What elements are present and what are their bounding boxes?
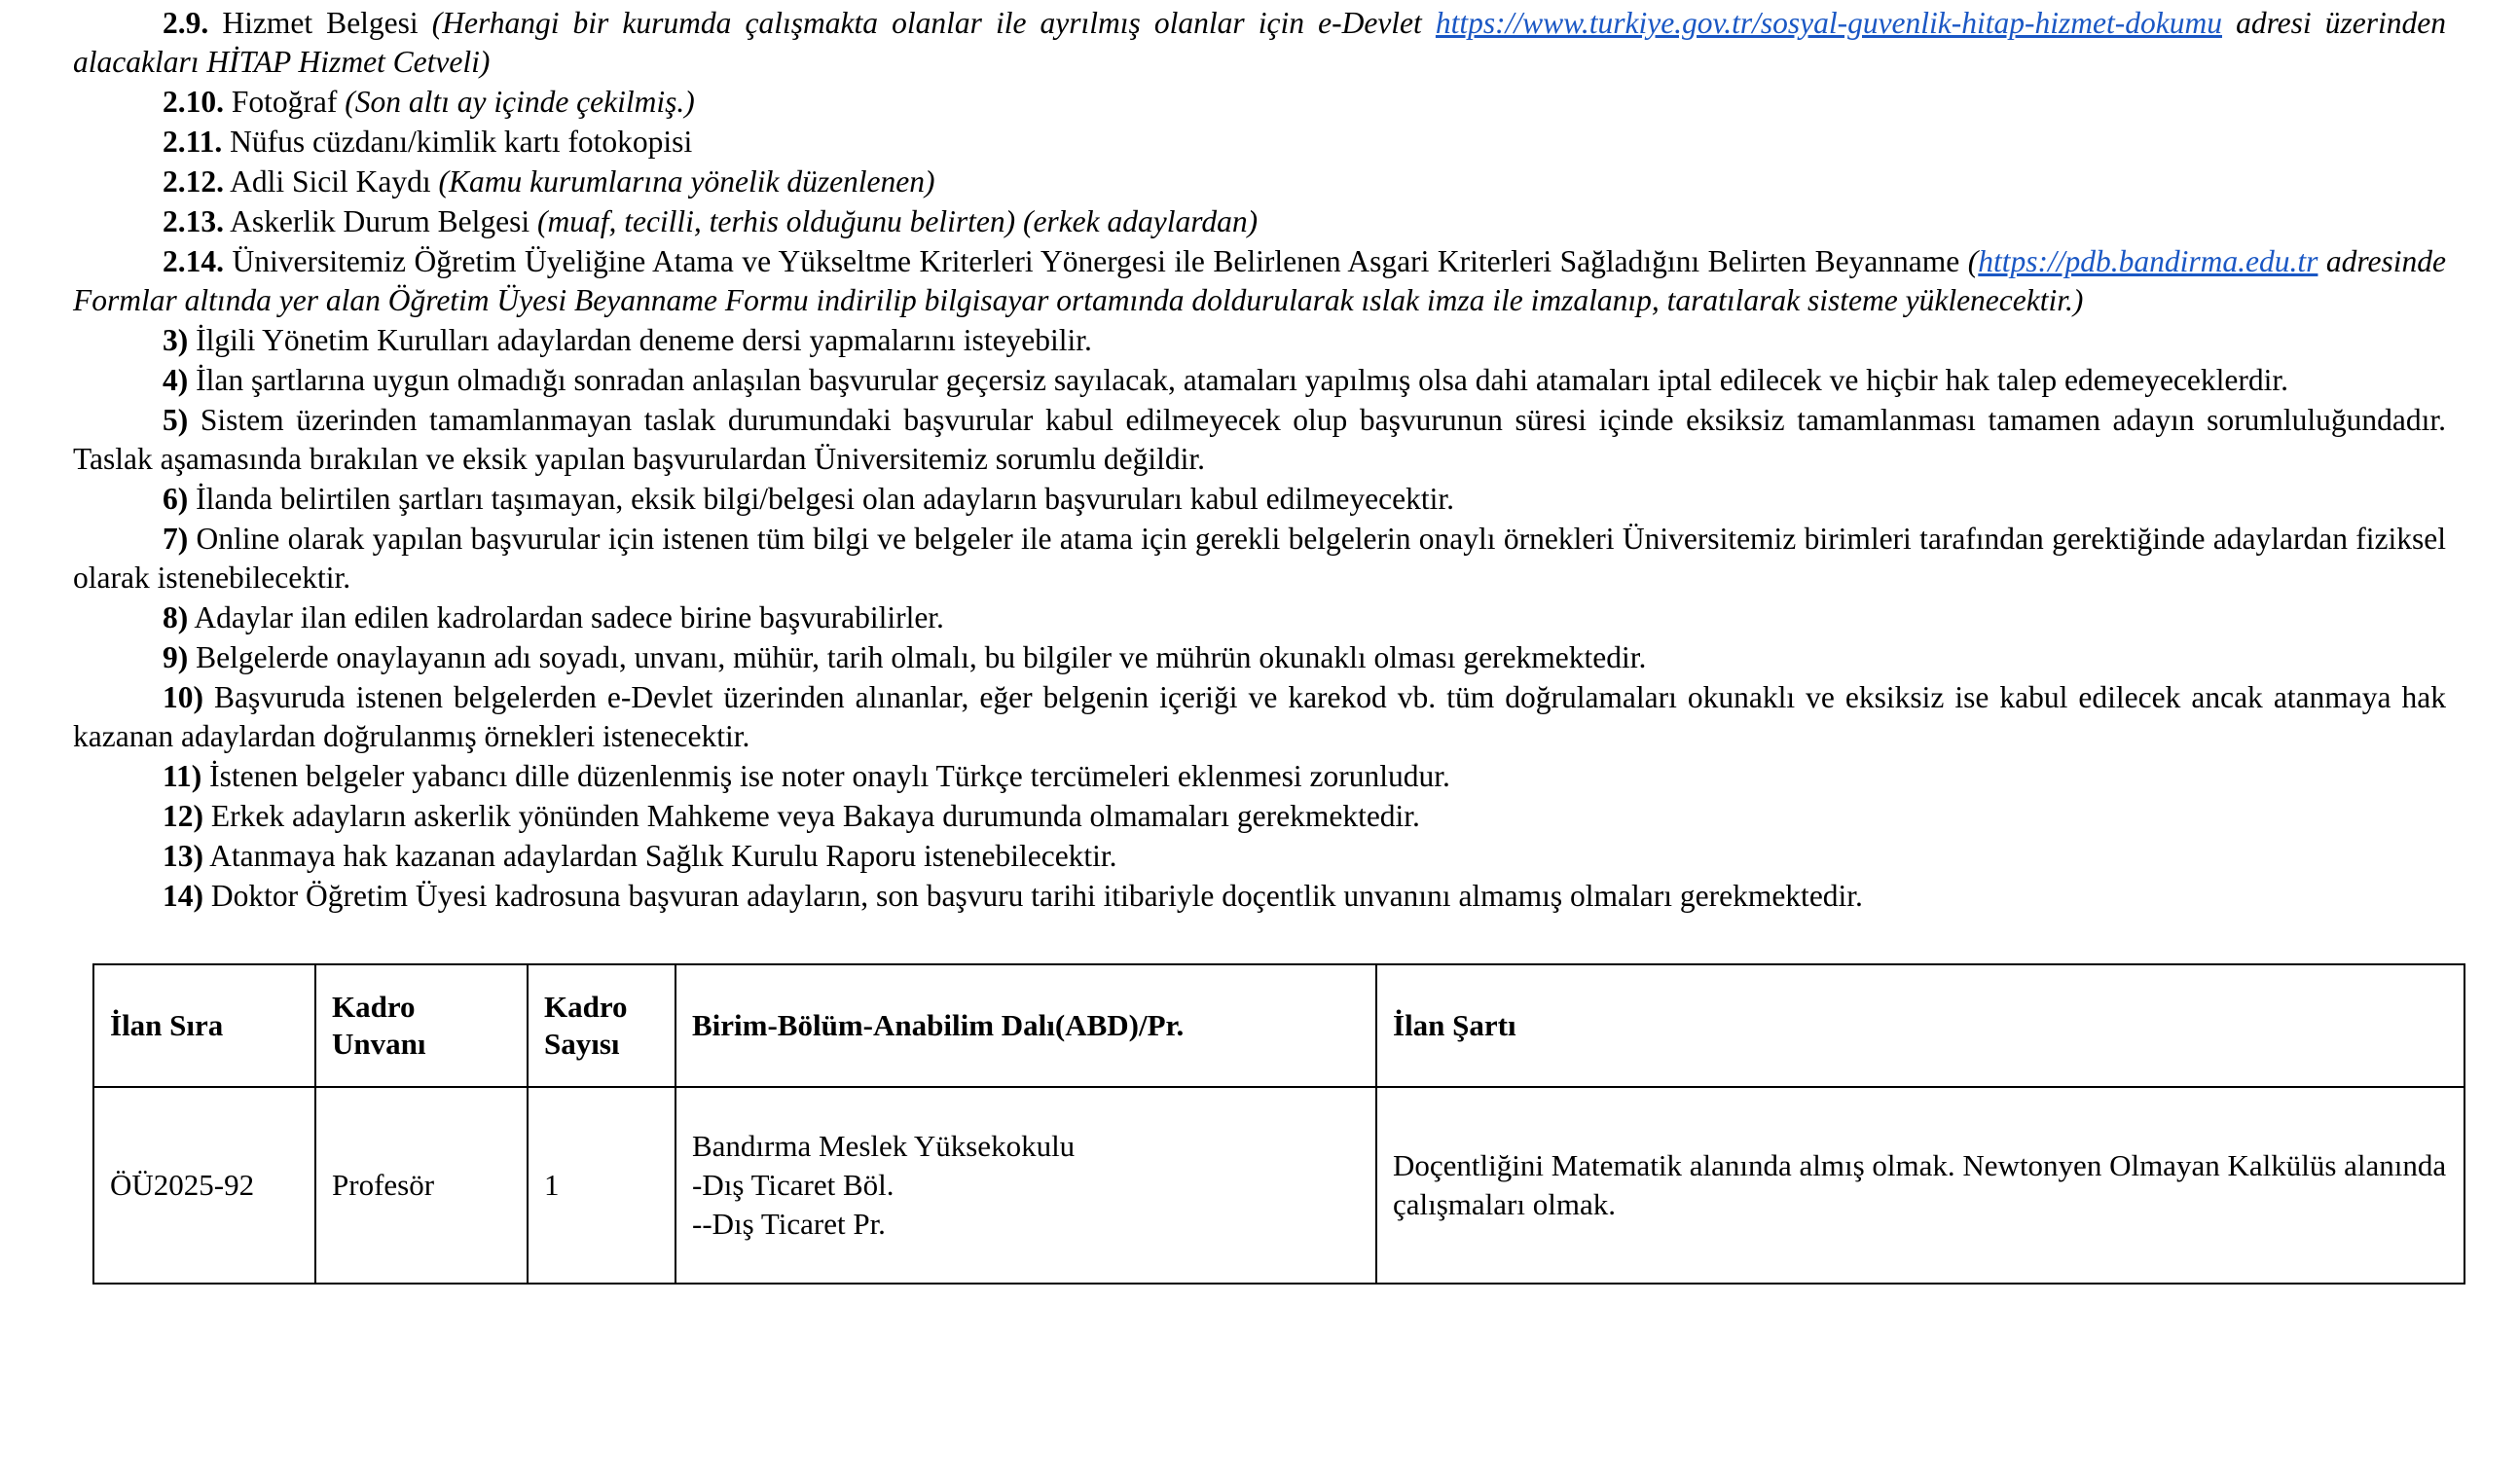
kadro-unvani-line1: Kadro: [332, 990, 416, 1025]
item-text: Adaylar ilan edilen kadrolardan sadece birine başvurabilirler.: [188, 600, 944, 634]
item-number: 6): [163, 482, 189, 516]
notice-item-5: [73, 401, 2446, 480]
item-paren-open: (: [1967, 244, 1979, 278]
birim-line-2: -Dış Ticaret Böl.: [692, 1167, 894, 1202]
notice-item-4: [73, 361, 2446, 401]
cell-ilan-sarti: Doçentliğini Matematik alanında almış olmak. Newtonyen Olmayan Kalkülüs alanında çalışmaları olmak.: [1376, 1087, 2464, 1284]
item-text: Hizmet Belgesi: [208, 6, 432, 40]
item-number: 2.9.: [163, 6, 209, 40]
item-italic-text: (Herhangi bir kurumda çalışmakta olanlar ile ayrılmış olanlar için e-Devlet: [431, 6, 1436, 40]
item-text: Fotoğraf: [224, 85, 346, 119]
item-text: Üniversitemiz Öğretim Üyeliğine Atama ve Yükseltme Kriterleri Yönergesi ile Belirlenen Asgari Kriterleri Sağladığını Belirten Beyanname: [224, 244, 1968, 278]
requirement-item-2-12: [73, 163, 2446, 202]
notice-item-7: [73, 520, 2446, 598]
item-italic-text: (muaf, tecilli, terhis olduğunu belirten) (erkek adaylardan): [536, 204, 1259, 238]
birim-line-1: Bandırma Meslek Yüksekokulu: [692, 1128, 1076, 1163]
table-row: [93, 1087, 2464, 1284]
column-header-ilan-sira: İlan Sıra: [93, 964, 315, 1087]
notice-item-13: [73, 837, 2446, 877]
item-number: 5): [163, 403, 189, 437]
item-number: 14): [163, 879, 203, 913]
notice-item-12: [73, 797, 2446, 837]
item-text: İlanda belirtilen şartları taşımayan, eksik bilgi/belgesi olan adayların başvuruları kabul edilmeyecektir.: [188, 482, 1454, 516]
table-header: [93, 964, 2464, 1087]
notice-item-10: [73, 678, 2446, 757]
notice-item-3: [73, 321, 2446, 361]
table-header-row: [93, 964, 2464, 1087]
requirement-item-2-10: [73, 83, 2446, 123]
item-number: 11): [163, 759, 202, 793]
item-italic-tail: adresinde Formlar altında yer alan Öğretim Üyesi Beyanname Formu indirilip bilgisayar ortamında doldurularak ıslak imza ile imzalanıp, taratılarak sisteme yüklenecektir.): [73, 244, 2446, 317]
notice-item-8: [73, 598, 2446, 638]
item-number: 2.10.: [163, 85, 224, 119]
item-text: İstenen belgeler yabancı dille düzenlenmiş ise noter onaylı Türkçe tercümeleri eklenmesi zorunludur.: [201, 759, 1450, 793]
item-italic-text: (Kamu kurumlarına yönelik düzenlenen): [438, 164, 935, 199]
cell-kadro-sayisi: 1: [528, 1087, 675, 1284]
item-number: 2.11.: [163, 125, 223, 159]
item-number: 3): [163, 323, 189, 357]
item-number: 10): [163, 680, 203, 714]
item-text: İlgili Yönetim Kurulları adaylardan deneme dersi yapmalarını isteyebilir.: [188, 323, 1092, 357]
item-text: Atanmaya hak kazanan adaylardan Sağlık Kurulu Raporu istenebilecektir.: [203, 839, 1117, 873]
item-number: 2.12.: [163, 164, 224, 199]
item-number: 12): [163, 799, 203, 833]
cell-birim: [675, 1087, 1376, 1284]
item-italic-text: (Son altı ay içinde çekilmiş.): [345, 85, 695, 119]
requirement-item-2-13: [73, 202, 2446, 242]
item-text: Askerlik Durum Belgesi: [224, 204, 537, 238]
item-italic-tail: adresi üzerinden alacakları HİTAP Hizmet Cetveli): [73, 6, 2447, 79]
notice-item-14: [73, 877, 2446, 917]
notice-item-6: [73, 480, 2446, 520]
requirement-item-2-9: [73, 4, 2446, 83]
item-text: Belgelerde onaylayanın adı soyadı, unvanı, mühür, tarih olmalı, bu bilgiler ve mührün okunaklı olması gerekmektedir.: [188, 640, 1647, 674]
item-text: İlan şartlarına uygun olmadığı sonradan anlaşılan başvurular geçersiz sayılacak, atamaları yapılmış olsa dahi atamaları iptal edilecek ve hiçbir hak talep edemeyeceklerdir.: [188, 363, 2288, 397]
item-text: Erkek adayların askerlik yönünden Mahkeme veya Bakaya durumunda olmamaları gerekmektedir.: [203, 799, 1420, 833]
pdb-bandirma-link[interactable]: https://pdb.bandirma.edu.tr: [1978, 244, 2318, 278]
column-header-birim: Birim-Bölüm-Anabilim Dalı(ABD)/Pr.: [675, 964, 1376, 1087]
column-header-ilan-sarti: İlan Şartı: [1376, 964, 2464, 1087]
kadro-sayisi-line2: Sayısı: [544, 1027, 620, 1061]
notice-item-11: [73, 757, 2446, 797]
column-header-kadro-sayisi: [528, 964, 675, 1087]
kadro-unvani-line2: Unvanı: [332, 1027, 426, 1061]
item-number: 9): [163, 640, 189, 674]
requirement-item-2-11: [73, 123, 2446, 163]
item-text: Adli Sicil Kaydı: [224, 164, 439, 199]
hitap-hizmet-dokumu-link[interactable]: https://www.turkiye.gov.tr/sosyal-guvenlik-hitap-hizmet-dokumu: [1435, 6, 2222, 40]
item-number: 2.13.: [163, 204, 224, 238]
column-header-kadro-unvani: [315, 964, 528, 1087]
item-number: 7): [163, 522, 189, 556]
item-text: Doktor Öğretim Üyesi kadrosuna başvuran adayların, son başvuru tarihi itibariyle doçentlik unvanını almamış olmaları gerekmektedir.: [203, 879, 1863, 913]
item-text: Online olarak yapılan başvurular için istenen tüm bilgi ve belgeler ile atama için gerekli belgelerin onaylı örnekleri Üniversitemiz birimleri tarafından gerektiğinde adaylardan fiziksel olarak istenebilecektir.: [73, 522, 2446, 595]
requirement-item-2-14: [73, 242, 2446, 321]
kadro-table: [92, 963, 2465, 1285]
item-number: 4): [163, 363, 189, 397]
item-text: Sistem üzerinden tamamlanmayan taslak durumundaki başvurular kabul edilmeyecek olup başvurunun süresi içinde eksiksiz tamamlanması tamamen adayın sorumluluğundadır. Taslak aşamasında bırakılan ve eksik yapılan başvurulardan Üniversitemiz sorumlu değildir.: [73, 403, 2446, 476]
item-number: 13): [163, 839, 203, 873]
cell-kadro-unvani: Profesör: [315, 1087, 528, 1284]
cell-ilan-sira: ÖÜ2025-92: [93, 1087, 315, 1284]
item-text: Başvuruda istenen belgelerden e-Devlet üzerinden alınanlar, eğer belgenin içeriği ve karekod vb. tüm doğrulamaları okunaklı ve eksiksiz ise kabul edilecek ancak atanmaya hak kazanan adaylardan doğrulanmış örnekleri istenecektir.: [73, 680, 2446, 753]
item-number: 8): [163, 600, 189, 634]
table-body: [93, 1087, 2464, 1284]
item-number: 2.14.: [163, 244, 224, 278]
notice-item-9: [73, 638, 2446, 678]
birim-line-3: --Dış Ticaret Pr.: [692, 1207, 886, 1242]
kadro-sayisi-line1: Kadro: [544, 990, 628, 1025]
item-text: Nüfus cüzdanı/kimlik kartı fotokopisi: [222, 125, 693, 159]
table-spacer: [73, 917, 2446, 963]
